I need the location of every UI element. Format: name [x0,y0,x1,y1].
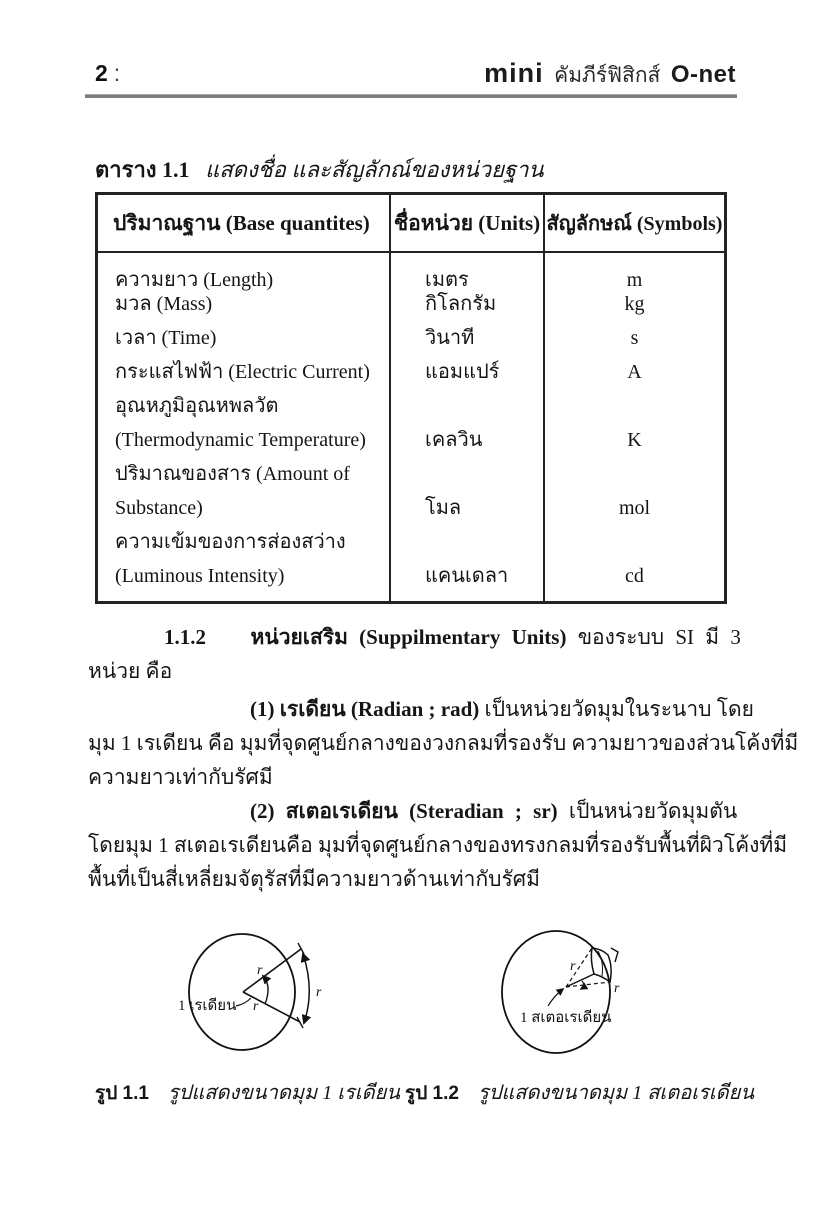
table-cell: K [543,423,724,457]
table-filler [98,593,389,601]
table-cell: แคนเดลา [389,559,543,593]
figure-steradian [490,918,670,1073]
table-cell: s [543,321,724,355]
page-number-separator: : [113,60,121,86]
figure-1-caption-label: รูป 1.1 [95,1083,149,1104]
item-2-line-2: โดยมุม 1 สเตอเรเดียนคือ มุมที่จุดศูนย์กลางของทรงกลมที่รองรับพื้นที่ผิวโค้งที่มี [88,833,788,857]
table-cell: อุณหภูมิอุณหพลวัต [115,395,279,417]
table-cell: มวล (Mass) [115,293,213,315]
section-heading-rest: ของระบบ SI มี 3 [577,625,741,649]
table-caption-text: แสดงชื่อ และสัญลักณ์ของหน่วยฐาน [205,157,544,182]
arc-length-label: r [316,985,322,1000]
radius-label-left: r [570,959,576,974]
column-header-unit: ชื่อหน่วย (Units) [389,195,543,253]
brand-onet: O-net [670,61,736,88]
radius-label-right: r [614,981,620,996]
item-2-line-1 [88,794,822,828]
table-cell: (Luminous Intensity) [115,565,285,587]
section-number: 1.1.2 [164,625,206,649]
table-cell: A [543,355,724,389]
table-cell: (Thermodynamic Temperature) [115,429,366,451]
table-cell: เมตร [389,253,543,297]
table-filler [543,593,724,601]
column-header-quantity: ปริมาณฐาน (Base quantites) [98,195,389,253]
steradian-angle-label: 1 สเตอเรเดียน [520,1010,612,1026]
item-1-line-2: มุม 1 เรเดียน คือ มุมที่จุดศูนย์กลางของวงกลมที่รองรับ ความยาวของส่วนโค้งที่มี [88,731,799,755]
table-cell: ปริมาณของสาร (Amount of [115,463,350,485]
radian-diagram-icon [150,918,380,1073]
item-1-line-1 [88,692,822,726]
table-cell [389,389,543,423]
table-filler [389,593,543,601]
table-cell [543,389,724,423]
column-header-symbol: สัญลักษณ์ (Symbols) [543,195,724,253]
section-heading-bold: หน่วยเสริม (Suppilmentary Units) [250,625,567,649]
table-cell [543,457,724,491]
table-cell: เวลา (Time) [115,327,217,349]
table-cell: กิโลกรัม [389,287,543,321]
radian-angle-label: 1 เรเดียน [178,998,237,1014]
item-2-term: สเตอเรเดียน (Steradian ; sr) [285,799,558,823]
item-2-rest: เป็นหน่วยวัดมุมตัน [568,799,738,823]
table-cell: เคลวิน [389,423,543,457]
table-cell: ความเข้มของการส่องสว่าง [115,531,346,553]
table-cell: Substance) [115,497,203,519]
table-cell: m [543,253,724,297]
figure-2-caption [405,1076,754,1108]
figure-radian [150,918,380,1073]
radius-label-lower: r [253,999,259,1014]
brand-thai: คัมภีร์ฟิสิกส์ [554,64,661,87]
table-cell: โมล [389,491,543,525]
section-heading [88,620,814,654]
table-cell: กระแสไฟฟ้า (Electric Current) [115,361,370,383]
figure-1-caption [95,1076,400,1108]
item-2-line-3: พื้นที่เป็นสี่เหลี่ยมจัตุรัสที่มีความยาวด้านเท่ากับรัศมี [88,867,540,891]
header-rule [85,94,737,98]
table-cell [389,525,543,559]
item-2-marker: (2) [250,799,275,823]
table-cell [543,525,724,559]
figure-2-caption-text: รูปแสดงขนาดมุม 1 สเตอเรเดียน [477,1082,755,1104]
item-1-marker: (1) [250,697,275,721]
table-caption-label: ตาราง 1.1 [95,157,190,182]
table-cell: ความยาว (Length) [115,269,274,291]
table-cell [389,457,543,491]
page-header-left [95,60,120,87]
item-1-term: เรเดียน (Radian ; rad) [279,697,480,721]
table-cell: วินาที [389,321,543,355]
item-1-rest: เป็นหน่วยวัดมุมในระนาบ โดย [484,697,754,721]
item-1-line-3: ความยาวเท่ากับรัศมี [88,765,273,789]
page-number: 2 [95,60,108,86]
table-cell: cd [543,559,724,593]
book-title [484,58,736,92]
table-cell: mol [543,491,724,525]
figure-1-caption-text: รูปแสดงขนาดมุม 1 เรเดียน [167,1082,400,1104]
section-line: หน่วย คือ [88,659,173,683]
brand-mini: mini [484,58,544,88]
table-caption [95,152,544,187]
table-cell: แอมแปร์ [389,355,543,389]
table-cell: kg [543,287,724,321]
steradian-diagram-icon [490,918,670,1073]
base-units-table [95,192,727,604]
figure-2-caption-label: รูป 1.2 [405,1083,459,1104]
radius-label-upper: r [257,963,263,978]
